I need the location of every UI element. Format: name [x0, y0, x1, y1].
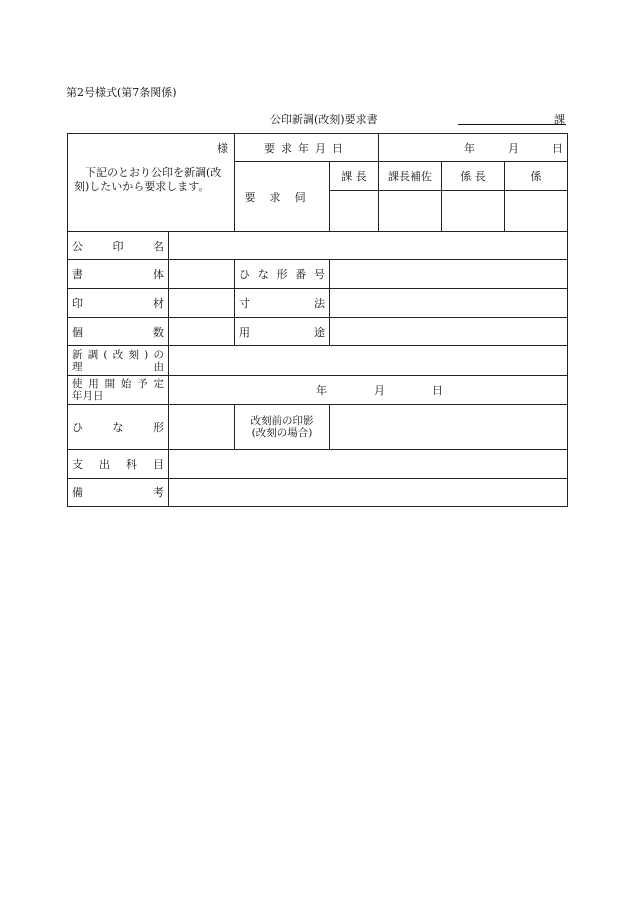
quantity-label: 個数 [68, 318, 169, 346]
dimensions-field[interactable] [330, 289, 568, 318]
form-number: 第2号様式(第7条関係) [66, 86, 177, 99]
start-date-label: 使用開始予定 年月日 [68, 375, 169, 404]
start-day: 日 [432, 383, 443, 397]
request-statement: 下記のとおり公印を新調(改刻)したいから要求します。 [74, 166, 222, 193]
reason-field[interactable] [169, 346, 568, 375]
expense-item-label: 支出科目 [68, 449, 169, 478]
approver-subsection-chief: 係 長 [442, 162, 505, 191]
material-label: 印材 [68, 289, 169, 318]
start-month: 月 [374, 383, 385, 397]
start-year: 年 [316, 383, 327, 397]
request-statement-cell[interactable] [68, 134, 235, 232]
purpose-field[interactable] [330, 318, 568, 346]
remarks-label: 備考 [68, 478, 169, 506]
prior-impression-field[interactable] [330, 404, 568, 449]
department-suffix: 課 [554, 113, 565, 126]
font-style-label: 書体 [68, 260, 169, 289]
pattern-label: ひな形 [68, 404, 169, 449]
reason-label: 新調(改刻)の 理由 [68, 346, 169, 375]
department-name-field[interactable] [458, 111, 566, 125]
material-field[interactable] [169, 289, 235, 318]
seal-name-field[interactable] [169, 232, 568, 260]
date-day: 日 [552, 141, 564, 155]
expense-item-field[interactable] [169, 449, 568, 478]
pattern-number-label: ひな形番号 [235, 260, 330, 289]
document-title: 公印新調(改刻)要求書 [270, 113, 378, 126]
font-style-field[interactable] [169, 260, 235, 289]
request-approval-label: 要求伺 [235, 162, 330, 232]
pattern-number-field[interactable] [330, 260, 568, 289]
start-date-field[interactable] [169, 375, 568, 404]
request-date-field[interactable] [379, 134, 568, 162]
pattern-field[interactable] [169, 404, 235, 449]
date-year: 年 [464, 141, 476, 155]
approver-section-chief: 課 長 [330, 162, 379, 191]
stamp-box-deputy-chief[interactable] [379, 191, 442, 232]
remarks-field[interactable] [169, 478, 568, 506]
stamp-box-staff[interactable] [505, 191, 568, 232]
prior-impression-label: 改刻前の印影 (改刻の場合) [235, 404, 330, 449]
request-date-label: 要求年月日 [235, 134, 379, 162]
date-month: 月 [508, 141, 520, 155]
dimensions-label: 寸法 [235, 289, 330, 318]
request-form-table [67, 133, 568, 507]
stamp-box-section-chief[interactable] [330, 191, 379, 232]
stamp-box-subsection-chief[interactable] [442, 191, 505, 232]
approver-staff: 係 [505, 162, 568, 191]
approver-deputy-chief: 課長補佐 [379, 162, 442, 191]
addressee-suffix: 様 [217, 142, 229, 155]
seal-name-label: 公印名 [68, 232, 169, 260]
purpose-label: 用途 [235, 318, 330, 346]
quantity-field[interactable] [169, 318, 235, 346]
